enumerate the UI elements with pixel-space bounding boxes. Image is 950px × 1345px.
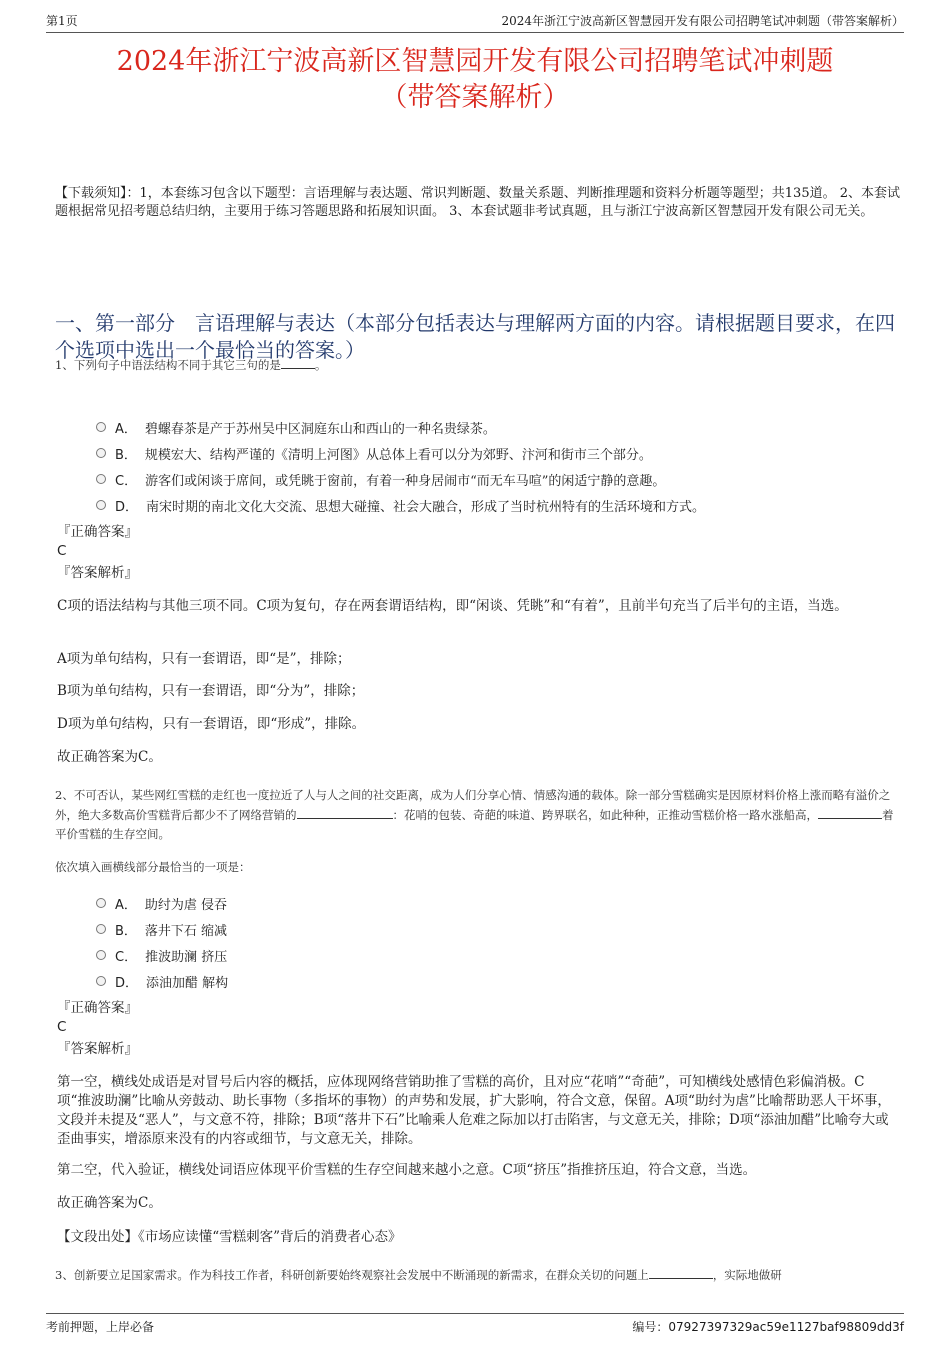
analysis-paragraph: A项为单句结构，只有一套谓语，即“是”，排除；: [57, 651, 351, 667]
question-2-stem: [55, 786, 900, 844]
option-label: A．: [115, 897, 137, 913]
question-2-text: 2、不可否认，某些网红雪糕的走红也一度拉近了人与人之间的社交距离，成为人们分享心情、情感沟通的载体。除一部分雪糕确实是因原材料价格上涨而略有溢价之外，绝大多数高价雪糕背后都少不了网络营销的: [55, 788, 891, 822]
analysis-paragraph: 第二空，代入验证，横线处词语应体现平价雪糕的生存空间越来越小之意。C项“挤压”指推挤压迫，符合文意，当选。: [57, 1162, 757, 1178]
option-d[interactable]: [96, 492, 896, 518]
question-1-options: [96, 414, 896, 518]
answer-blank: [818, 805, 882, 819]
footer-slogan: 考前押题，上岸必备: [46, 1320, 155, 1334]
option-text: 推波助澜 挤压: [145, 949, 228, 965]
answer-heading: 『正确答案』: [57, 524, 138, 540]
option-text: 添油加醋 解构: [146, 975, 229, 991]
option-label: D．: [115, 975, 139, 991]
page-title: [40, 44, 910, 116]
option-text: 游客们或闲谈于席间，或凭眺于窗前，有着一种身居闹市“而无车马喧”的闲适宁静的意趣。: [145, 473, 666, 489]
option-b[interactable]: [96, 440, 896, 466]
option-label: A．: [115, 421, 137, 437]
option-a[interactable]: [96, 890, 896, 916]
option-c[interactable]: [96, 466, 896, 492]
question-2-prompt: 依次填入画横线部分最恰当的一项是：: [55, 860, 251, 874]
question-2-text: ：花哨的包装、奇葩的味道、跨界联名，如此种种，正推动雪糕价格一路水涨船高，: [392, 808, 818, 822]
option-text: 落井下石 缩减: [144, 923, 228, 939]
option-text: 助纣为虐 侵吞: [144, 897, 228, 913]
document-code: [632, 1318, 904, 1335]
radio-icon[interactable]: [96, 950, 106, 960]
analysis-paragraph: 第一空，横线处成语是对冒号后内容的概括，应体现网络营销助推了雪糕的高价，且对应“花哨”“奇葩”，可知横线处感情色彩偏消极。C项“推波助澜”比喻从旁鼓动、助长事物（多指坏的事物）的声势和发展，扩大影响，符合文意，保留。A项“助纣为虐”比喻帮助恶人干坏事，文段并未提及“恶人”，与文意不符，排除；B项“落井下石”比喻乘人危难之际加以打击陷害，与文意无关，排除；D项“添油加醋”比喻夸大或歪曲事实，增添原来没有的内容或细节，与文意无关，排除。: [57, 1074, 891, 1147]
analysis-paragraph: B项为单句结构，只有一套谓语，即“分为”，排除；: [57, 683, 365, 699]
option-text: 南宋时期的南北文化大交流、思想大碰撞、社会大融合，形成了当时杭州特有的生活环境和方式。: [146, 499, 706, 515]
correct-answer: C: [57, 543, 67, 559]
question-1-text: 1、下列句子中语法结构不同于其它三句的是: [55, 358, 281, 372]
download-notice: 【下载须知】：1，本套练习包含以下题型：言语理解与表达题、常识判断题、数量关系题、判断推理题和资料分析题等题型；共135道。 2、本套试题根据常见招考题总结归纳，主要用于练习答题思路和拓展知识面。 3、本套试题非考试真题，且与浙江宁波高新区智慧园开发有限公司无关。: [55, 186, 900, 219]
analysis-heading: 『答案解析』: [57, 565, 138, 581]
analysis-paragraph: D项为单句结构，只有一套谓语，即“形成”，排除。: [57, 716, 366, 732]
radio-icon[interactable]: [96, 500, 106, 510]
answer-blank: [297, 805, 393, 819]
question-1-end: 。: [314, 358, 327, 372]
title-line-2: （带答案解析）: [380, 82, 570, 113]
answer-heading: 『正确答案』: [57, 1000, 138, 1016]
radio-icon[interactable]: [96, 976, 106, 986]
option-label: D．: [115, 499, 139, 515]
option-label: B．: [115, 923, 137, 939]
answer-blank: [281, 355, 315, 369]
page-footer: [46, 1313, 904, 1335]
radio-icon[interactable]: [96, 924, 106, 934]
header-doc-title: 2024年浙江宁波高新区智慧园开发有限公司招聘笔试冲刺题（带答案解析）: [501, 14, 904, 28]
page-header: [46, 12, 904, 33]
radio-icon[interactable]: [96, 898, 106, 908]
page-number: 第1页: [46, 14, 78, 28]
radio-icon[interactable]: [96, 474, 106, 484]
option-label: C．: [115, 473, 138, 489]
analysis-conclusion: 故正确答案为C。: [57, 1195, 162, 1211]
option-text: 碧螺春茶是产于苏州吴中区洞庭东山和西山的一种名贵绿茶。: [144, 421, 496, 437]
option-text: 规模宏大、结构严谨的《清明上河图》从总体上看可以分为郊野、汴河和街市三个部分。: [144, 447, 652, 463]
option-d[interactable]: [96, 968, 896, 994]
correct-answer: C: [57, 1019, 67, 1035]
title-line-1: 2024年浙江宁波高新区智慧园开发有限公司招聘笔试冲刺题: [116, 46, 834, 77]
analysis-heading: 『答案解析』: [57, 1041, 138, 1057]
answer-blank: [649, 1265, 713, 1279]
option-b[interactable]: [96, 916, 896, 942]
question-2-text: 着平价雪糕的生存空间。: [55, 808, 894, 841]
option-a[interactable]: [96, 414, 896, 440]
code-label: 编号：: [632, 1320, 669, 1334]
question-2-options: [96, 890, 896, 994]
text-source: 【文段出处】《市场应读懂“雪糕刺客”背后的消费者心态》: [57, 1229, 402, 1245]
radio-icon[interactable]: [96, 422, 106, 432]
option-c[interactable]: [96, 942, 896, 968]
question-1-stem: [55, 355, 900, 375]
question-3-text: 3、创新要立足国家需求。作为科技工作者，科研创新要始终观察社会发展中不断涌现的新需求，在群众关切的问题上: [55, 1268, 649, 1282]
question-3-stem: [55, 1265, 900, 1285]
option-label: C．: [115, 949, 138, 965]
analysis-conclusion: 故正确答案为C。: [57, 749, 162, 765]
question-3-text: ，实际地做研: [712, 1268, 782, 1282]
radio-icon[interactable]: [96, 448, 106, 458]
analysis-paragraph: C项的语法结构与其他三项不同。C项为复句，存在两套谓语结构，即“闲谈、凭眺”和“有着”，且前半句充当了后半句的主语，当选。: [57, 598, 848, 614]
section-heading: 一、第一部分 言语理解与表达（本部分包括表达与理解两方面的内容。请根据题目要求，在四个选项中选出一个最恰当的答案。）: [55, 311, 895, 362]
code-value: 07927397329ac59e1127baf98809dd3f: [668, 1320, 904, 1334]
option-label: B．: [115, 447, 137, 463]
